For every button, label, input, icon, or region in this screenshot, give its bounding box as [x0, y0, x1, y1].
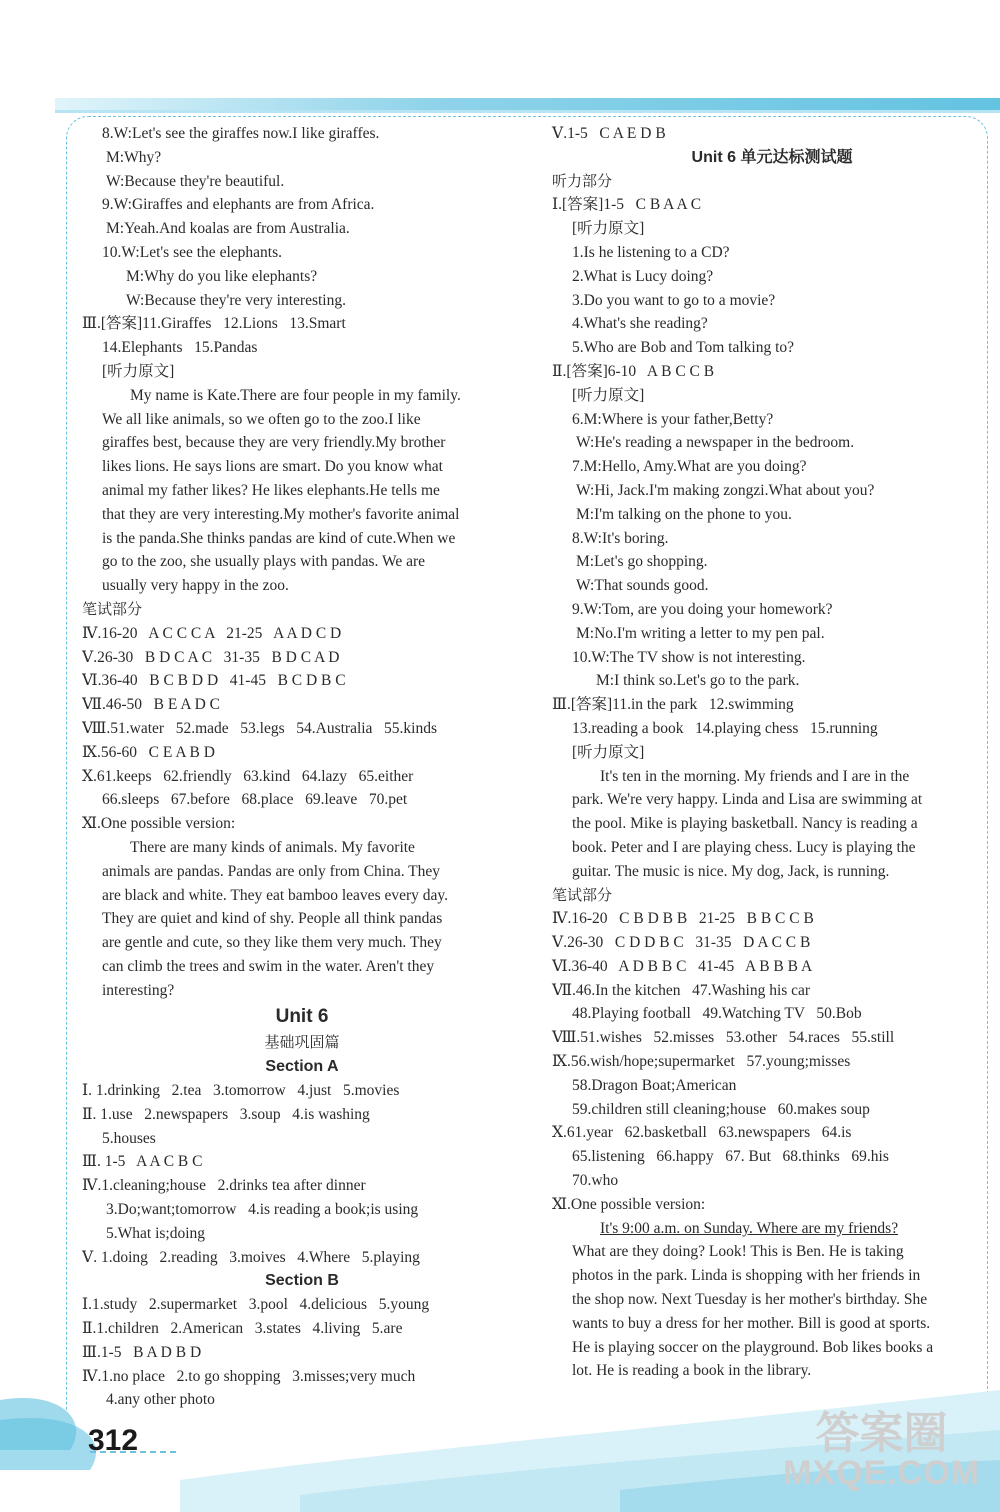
left-column-line: can climb the trees and swim in the water. Aren't they — [102, 957, 435, 975]
right-column-line: Unit 6 单元达标测试题 — [691, 148, 853, 166]
right-column-line: Ⅶ.46.In the kitchen 47.Washing his car — [552, 981, 811, 999]
right-column-line: [听力原文] — [572, 743, 645, 761]
right-column-line: Ⅺ.One possible version: — [552, 1195, 706, 1213]
left-column-line: Section B — [265, 1272, 339, 1290]
left-column-line: Ⅹ.61.keeps 62.friendly 63.kind 64.lazy 65.either — [82, 767, 414, 785]
right-column-line: [听力原文] — [572, 220, 645, 238]
right-column — [552, 122, 992, 1383]
left-column-line: Ⅲ.[答案]11.Giraffes 12.Lions 13.Smart — [82, 315, 346, 333]
left-column-line: W:Because they're beautiful. — [106, 172, 285, 190]
left-column-line: Ⅷ.51.water 52.made 53.legs 54.Australia 55.kinds — [82, 719, 438, 737]
right-column-line: 13.reading a book 14.playing chess 15.running — [572, 719, 878, 737]
right-column-line: 6.M:Where is your father,Betty? — [572, 410, 774, 428]
right-column-line: photos in the park. Linda is shopping with her friends in — [572, 1267, 921, 1285]
right-column-line: Ⅴ.1-5 C A E D B — [552, 125, 666, 142]
left-column-line: Ⅲ. 1-5 A A C B C — [82, 1153, 203, 1171]
right-column-line: the pool. Mike is playing basketball. Nancy is reading a — [572, 815, 918, 833]
right-column-line: [听力原文] — [572, 386, 645, 404]
left-column-line: M:Why do you like elephants? — [126, 267, 318, 285]
left-column-line: 5.houses — [102, 1129, 156, 1147]
left-column-line: Ⅴ.26-30 B D C A C 31-35 B D C A D — [82, 648, 340, 666]
left-column-line: Ⅺ.One possible version: — [82, 815, 236, 833]
left-column-line: Unit 6 — [275, 1006, 329, 1028]
left-column-line: We all like animals, so we often go to the zoo.I like — [102, 410, 421, 428]
left-column-line: 3.Do;want;tomorrow 4.is reading a book;is using — [106, 1201, 419, 1219]
right-column-line: book. Peter and I are playing chess. Lucy is playing the — [572, 838, 916, 856]
right-column-line: W:He's reading a newspaper in the bedroom. — [576, 434, 855, 452]
right-column-line: Ⅸ.56.wish/hope;supermarket 57.young;misses — [552, 1053, 851, 1071]
right-column-line: lot. He is reading a book in the library. — [572, 1362, 812, 1380]
top-decorative-bar — [55, 98, 1000, 110]
right-column-line: 65.listening 66.happy 67. But 68.thinks 69.his — [572, 1148, 889, 1166]
watermark-line-2: MXQE.COM — [783, 1454, 980, 1492]
right-column-line: park. We're very happy. Linda and Lisa are swimming at — [572, 791, 923, 809]
watermark-line-1: 答案圈 — [815, 1409, 948, 1458]
right-column-line: 9.W:Tom, are you doing your homework? — [572, 600, 833, 618]
left-column-line: Section A — [265, 1058, 339, 1076]
right-column-line: 4.What's she reading? — [572, 315, 708, 333]
left-column-line: Ⅳ.16-20 A C C C A 21-25 A A D C D — [82, 624, 342, 642]
right-column-line: W:That sounds good. — [576, 577, 709, 595]
left-column-line: are gentle and cute, so they like them very much. They — [102, 934, 442, 952]
right-column-line: 听力部分 — [552, 171, 613, 190]
left-column-line: 5.What is;doing — [106, 1224, 206, 1242]
left-column-line: 9.W:Giraffes and elephants are from Africa. — [102, 196, 375, 214]
page-number: 312 — [88, 1424, 139, 1457]
right-column-line: Ⅰ.[答案]1-5 C B A A C — [552, 196, 702, 214]
left-column-line: M:Yeah.And koalas are from Australia. — [106, 220, 350, 238]
right-column-line: It's 9:00 a.m. on Sunday. Where are my friends? — [600, 1219, 899, 1237]
right-column-line: Ⅷ.51.wishes 52.misses 53.other 54.races 55.still — [552, 1029, 895, 1047]
left-column-line: animal my father likes? He likes elephants.He tells me — [102, 481, 440, 499]
right-column-line: Ⅵ.36-40 A D B B C 41-45 A B B B A — [552, 957, 813, 975]
right-column-line: 58.Dragon Boat;American — [572, 1076, 737, 1094]
left-column-line: 4.any other photo — [106, 1391, 215, 1409]
left-column-line: 66.sleeps 67.before 68.place 69.leave 70.pet — [102, 791, 408, 809]
right-column-line: M:I think so.Let's go to the park. — [596, 672, 800, 690]
right-column-line: 3.Do you want to go to a movie? — [572, 291, 776, 309]
left-column-line: [听力原文] — [102, 362, 175, 380]
right-column-line: 70.who — [572, 1172, 619, 1190]
right-column-line: Ⅳ.16-20 C B D B B 21-25 B B C C B — [552, 910, 814, 928]
right-column-line: 1.Is he listening to a CD? — [572, 243, 730, 261]
left-column-line: are black and white. They eat bamboo leaves every day. — [102, 886, 449, 904]
right-column-line: He is playing soccer on the playground. Bob likes books a — [572, 1338, 934, 1356]
left-column-line: animals are pandas. Pandas are only from China. They — [102, 862, 441, 880]
left-column-line: My name is Kate.There are four people in my family. — [130, 386, 461, 404]
left-column-line: 10.W:Let's see the elephants. — [102, 243, 282, 261]
right-column-line: guitar. The music is nice. My dog, Jack, is running. — [572, 862, 890, 880]
right-column-line: Ⅹ.61.year 62.basketball 63.newspapers 64.is — [552, 1124, 852, 1142]
left-column-line: is the panda.She thinks pandas are kind of cute.When we — [102, 529, 456, 547]
right-column-line: Ⅱ.[答案]6-10 A B C C B — [552, 362, 715, 380]
right-column-line: What are they doing? Look! This is Ben. He is taking — [572, 1243, 904, 1261]
left-column-line: Ⅵ.36-40 B C B D D 41-45 B C D B C — [82, 672, 346, 690]
left-column-line: There are many kinds of animals. My favorite — [130, 838, 415, 856]
right-column-line: M:I'm talking on the phone to you. — [576, 505, 792, 523]
right-column-line: 7.M:Hello, Amy.What are you doing? — [572, 458, 807, 476]
left-column-line: Ⅱ. 1.use 2.newspapers 3.soup 4.is washing — [82, 1105, 370, 1123]
right-column-line: 48.Playing football 49.Watching TV 50.Bob — [572, 1005, 862, 1023]
right-column-line: It's ten in the morning. My friends and I are in the — [600, 767, 910, 785]
left-column-line: interesting? — [102, 981, 175, 999]
left-column-line: giraffes best, because they are very friendly.My brother — [102, 434, 446, 452]
left-column-line: Ⅰ.1.study 2.supermarket 3.pool 4.delicious 5.young — [82, 1296, 430, 1314]
right-column-line: Ⅲ.[答案]11.in the park 12.swimming — [552, 696, 794, 714]
left-column — [82, 122, 522, 1412]
left-column-line: Ⅰ. 1.drinking 2.tea 3.tomorrow 4.just 5.movies — [82, 1082, 400, 1100]
right-column-line: M:No.I'm writing a letter to my pen pal. — [576, 624, 825, 642]
right-column-line: 10.W:The TV show is not interesting. — [572, 648, 806, 666]
right-column-line: the shop now. Next Tuesday is her mother's birthday. She — [572, 1291, 928, 1309]
left-column-line: that they are very interesting.My mother's favorite animal — [102, 505, 460, 523]
left-column-line: M:Why? — [106, 148, 162, 166]
left-column-line: 14.Elephants 15.Pandas — [102, 339, 258, 357]
right-column-line: 8.W:It's boring. — [572, 529, 669, 547]
left-column-line: They are quiet and kind of shy. People all think pandas — [102, 910, 443, 928]
left-column-line: 笔试部分 — [82, 599, 143, 618]
right-column-line: W:Hi, Jack.I'm making zongzi.What about you? — [576, 481, 875, 499]
left-column-line: 8.W:Let's see the giraffes now.I like giraffes. — [102, 125, 380, 142]
left-column-line: 基础巩固篇 — [264, 1033, 340, 1052]
right-column-line: Ⅴ.26-30 C D D B C 31-35 D A C C B — [552, 934, 811, 952]
left-column-line: Ⅶ.46-50 B E A D C — [82, 696, 220, 714]
right-column-line: 笔试部分 — [552, 885, 613, 904]
right-column-line: 5.Who are Bob and Tom talking to? — [572, 339, 795, 357]
right-column-line: 59.children still cleaning;house 60.makes soup — [572, 1100, 870, 1118]
left-column-line: Ⅲ.1-5 B A D B D — [82, 1343, 202, 1361]
left-column-line: Ⅳ.1.cleaning;house 2.drinks tea after dinner — [82, 1177, 366, 1195]
right-column-line: wants to buy a dress for her mother. Bill is good at sports. — [572, 1314, 931, 1332]
top-decorative-stripe — [55, 110, 1000, 113]
left-column-line: Ⅸ.56-60 C E A B D — [82, 743, 215, 761]
right-column-line: 2.What is Lucy doing? — [572, 267, 714, 285]
left-column-line: likes lions. He says lions are smart. Do you know what — [102, 458, 443, 476]
left-column-line: Ⅴ. 1.doing 2.reading 3.moives 4.Where 5.playing — [82, 1248, 420, 1266]
left-column-line: Ⅳ.1.no place 2.to go shopping 3.misses;very much — [82, 1367, 416, 1385]
left-column-line: go to the zoo, she usually plays with pandas. We are — [102, 553, 426, 571]
left-column-line: usually very happy in the zoo. — [102, 577, 289, 595]
right-column-line: M:Let's go shopping. — [576, 553, 708, 571]
left-column-line: Ⅱ.1.children 2.American 3.states 4.living 5.are — [82, 1320, 403, 1338]
left-column-line: W:Because they're very interesting. — [126, 291, 346, 309]
watermark-logo — [783, 1409, 980, 1492]
